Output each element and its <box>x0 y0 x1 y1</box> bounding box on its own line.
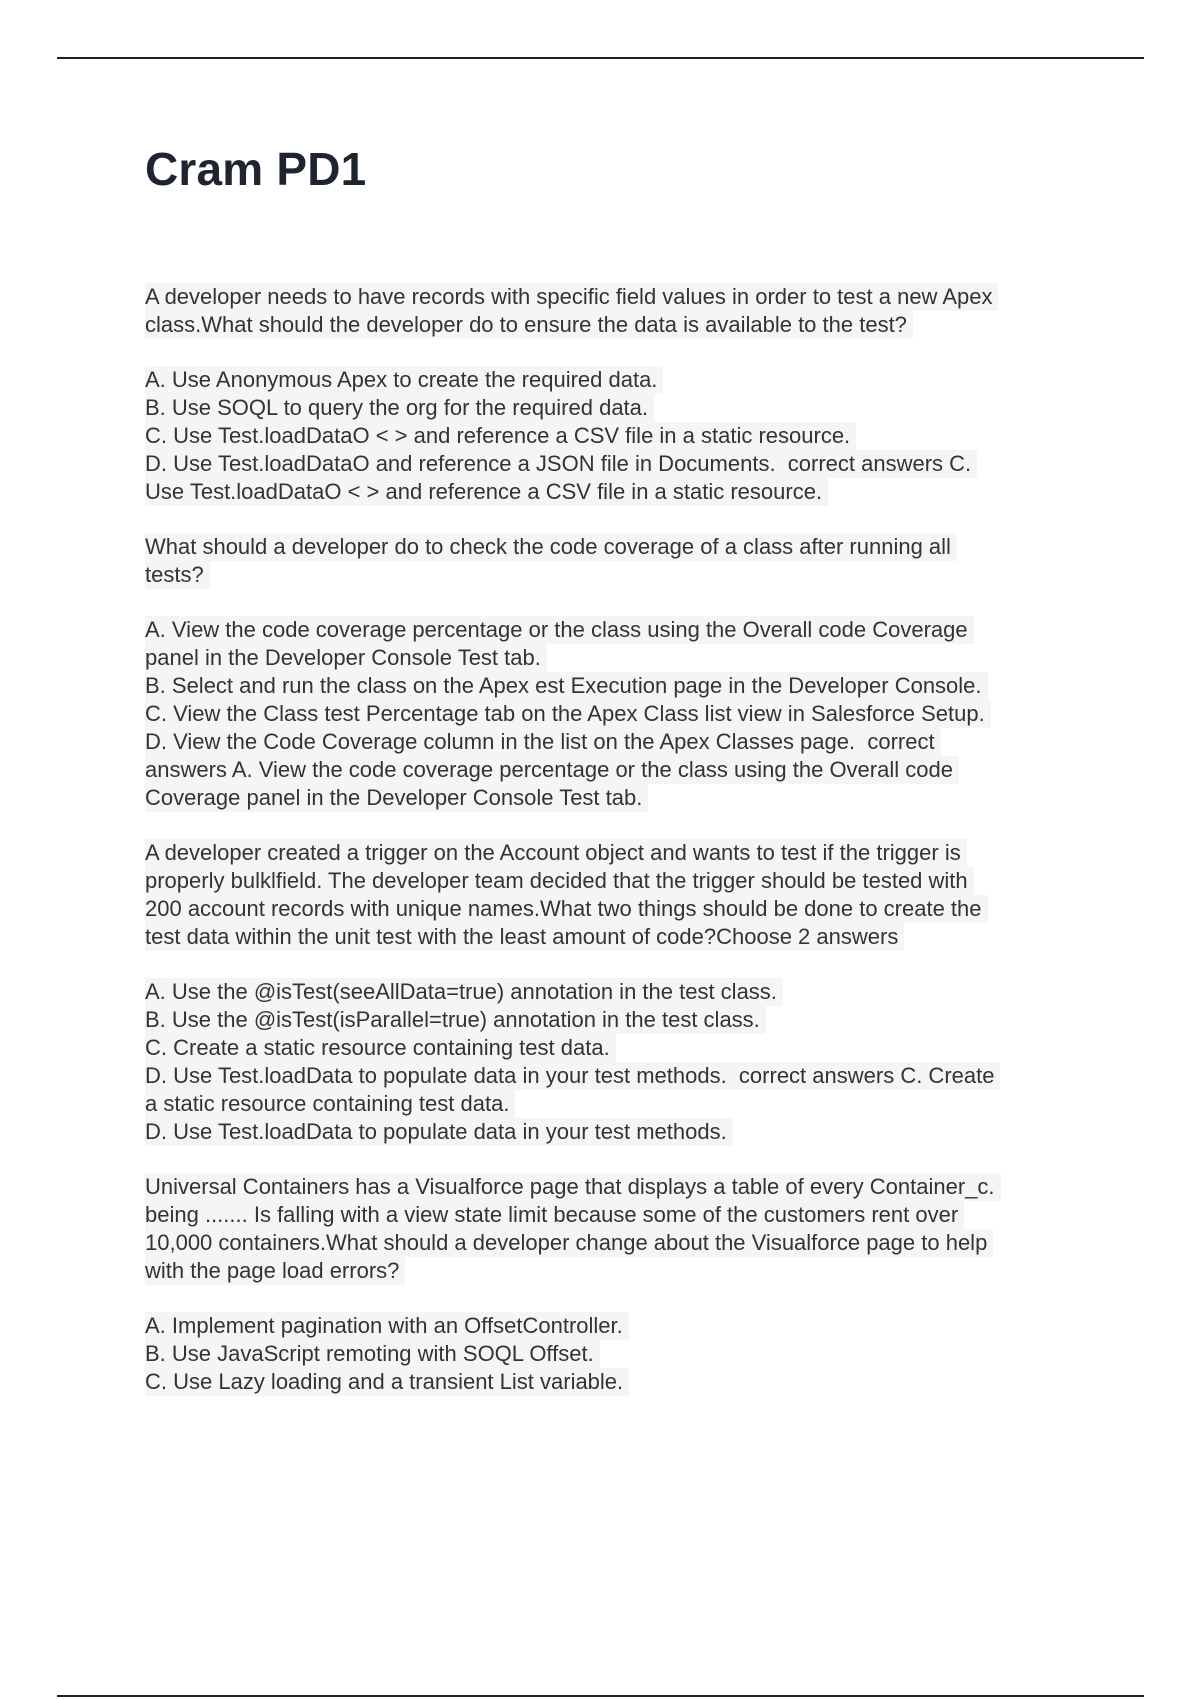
text-line: class.What should the developer do to ensure the data is available to the test? <box>145 311 913 339</box>
document-title: Cram PD1 <box>145 143 367 195</box>
question-4-stem <box>145 1173 1085 1285</box>
text-line: 10,000 containers.What should a developer change about the Visualforce page to help <box>145 1229 993 1257</box>
text-line: answers A. View the code coverage percentage or the class using the Overall code <box>145 756 959 784</box>
text-line: D. Use Test.loadData to populate data in your test methods. correct answers C. Create <box>145 1062 1000 1090</box>
text-line: C. Use Lazy loading and a transient List variable. <box>145 1368 629 1396</box>
text-line: A developer created a trigger on the Account object and wants to test if the trigger is <box>145 839 967 867</box>
text-line: B. Use the @isTest(isParallel=true) annotation in the test class. <box>145 1006 766 1034</box>
text-line: C. View the Class test Percentage tab on the Apex Class list view in Salesforce Setup. <box>145 700 991 728</box>
document-body <box>145 283 1085 1423</box>
text-line: D. Use Test.loadData to populate data in your test methods. <box>145 1118 733 1146</box>
text-line: A developer needs to have records with specific field values in order to test a new Apex <box>145 283 998 311</box>
text-line: being ....... Is falling with a view state limit because some of the customers rent over <box>145 1201 964 1229</box>
question-1-options <box>145 366 1085 506</box>
question-3-stem <box>145 839 1085 951</box>
text-line: 200 account records with unique names.What two things should be done to create the <box>145 895 988 923</box>
text-line: D. Use Test.loadDataO and reference a JSON file in Documents. correct answers C. <box>145 450 977 478</box>
text-line: B. Use JavaScript remoting with SOQL Offset. <box>145 1340 600 1368</box>
text-line: tests? <box>145 561 210 589</box>
top-divider <box>57 57 1144 59</box>
text-line: panel in the Developer Console Test tab. <box>145 644 547 672</box>
text-line: C. Create a static resource containing test data. <box>145 1034 616 1062</box>
text-line: B. Use SOQL to query the org for the required data. <box>145 394 654 422</box>
text-line: Universal Containers has a Visualforce page that displays a table of every Container_c. <box>145 1173 1001 1201</box>
text-line: A. Use the @isTest(seeAllData=true) annotation in the test class. <box>145 978 783 1006</box>
text-line: Coverage panel in the Developer Console Test tab. <box>145 784 648 812</box>
text-line: A. Use Anonymous Apex to create the required data. <box>145 366 663 394</box>
question-1-stem <box>145 283 1085 339</box>
text-line: a static resource containing test data. <box>145 1090 515 1118</box>
text-line: with the page load errors? <box>145 1257 405 1285</box>
text-line: B. Select and run the class on the Apex est Execution page in the Developer Console. <box>145 672 988 700</box>
text-line: D. View the Code Coverage column in the list on the Apex Classes page. correct <box>145 728 941 756</box>
question-2-options <box>145 616 1085 812</box>
text-line: A. View the code coverage percentage or the class using the Overall code Coverage <box>145 616 974 644</box>
text-line: A. Implement pagination with an OffsetController. <box>145 1312 629 1340</box>
text-line: What should a developer do to check the code coverage of a class after running all <box>145 533 957 561</box>
bottom-divider <box>57 1695 1144 1697</box>
question-2-stem <box>145 533 1085 589</box>
text-line: Use Test.loadDataO < > and reference a CSV file in a static resource. <box>145 478 828 506</box>
question-3-options <box>145 978 1085 1146</box>
text-line: C. Use Test.loadDataO < > and reference a CSV file in a static resource. <box>145 422 856 450</box>
question-4-options <box>145 1312 1085 1396</box>
text-line: test data within the unit test with the least amount of code?Choose 2 answers <box>145 923 904 951</box>
text-line: properly bulklfield. The developer team decided that the trigger should be tested with <box>145 867 974 895</box>
